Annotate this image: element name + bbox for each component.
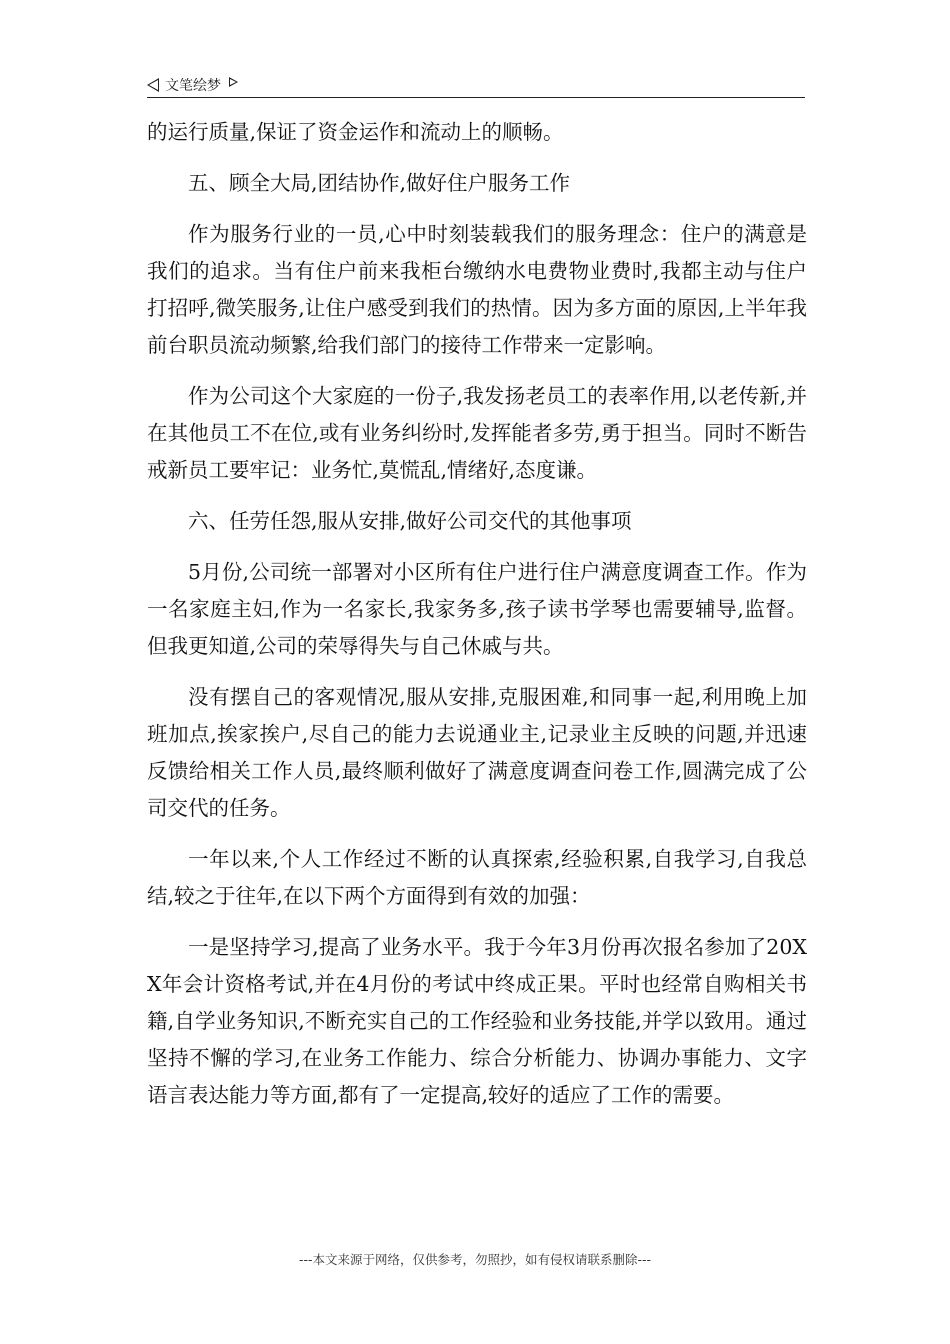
paragraph-continuation: 的运行质量,保证了资金运作和流动上的顺畅。 (147, 120, 564, 144)
header-title: 文笔绘梦 (165, 77, 221, 94)
document-body (147, 114, 807, 1128)
triangle-right-icon (229, 77, 238, 87)
paragraph: 一是坚持学习,提高了业务水平。我于今年3月份再次报名参加了20XX年会计资格考试,并在4月份的考试中终成正果。平时也经常自购相关书籍,自学业务知识,不断充实自己的工作经验和业务技能,并学以致用。通过坚持不懈的学习,在业务工作能力、综合分析能力、协调办事能力、文字语言表达能力等方面,都有了一定提高,较好的适应了工作的需要。 (147, 935, 807, 1107)
paragraph: 5月份,公司统一部署对小区所有住户进行住户满意度调查工作。作为一名家庭主妇,作为一名家长,我家务多,孩子读书学琴也需要辅导,监督。但我更知道,公司的荣辱得失与自己休戚与共。 (147, 560, 807, 658)
section-heading-six: 六、任劳任怨,服从安排,做好公司交代的其他事项 (188, 509, 632, 533)
paragraph: 作为服务行业的一员,心中时刻装载我们的服务理念：住户的满意是我们的追求。当有住户前来我柜台缴纳水电费物业费时,我都主动与住户打招呼,微笑服务,让住户感受到我们的热情。因为多方面的原因,上半年我前台职员流动频繁,给我们部门的接待工作带来一定影响。 (147, 222, 807, 357)
page-footer-disclaimer: ---本文来源于网络，仅供参考，勿照抄，如有侵权请联系删除--- (298, 1252, 652, 1267)
paragraph: 作为公司这个大家庭的一份子,我发扬老员工的表率作用,以老传新,并在其他员工不在位,或有业务纠纷时,发挥能者多劳,勇于担当。同时不断告戒新员工要牢记：业务忙,莫慌乱,情绪好,态度谦。 (147, 384, 807, 482)
paragraph: 一年以来,个人工作经过不断的认真探索,经验积累,自我学习,自我总结,较之于往年,在以下两个方面得到有效的加强： (147, 847, 807, 908)
paragraph: 没有摆自己的客观情况,服从安排,克服困难,和同事一起,利用晚上加班加点,挨家挨户,尽自己的能力去说通业主,记录业主反映的问题,并迅速反馈给相关工作人员,最终顺利做好了满意度调查问卷工作,圆满完成了公司交代的任务。 (147, 685, 807, 820)
triangle-left-icon (147, 78, 159, 92)
section-heading-five: 五、顾全大局,团结协作,做好住户服务工作 (188, 171, 571, 195)
page-header (147, 72, 805, 98)
